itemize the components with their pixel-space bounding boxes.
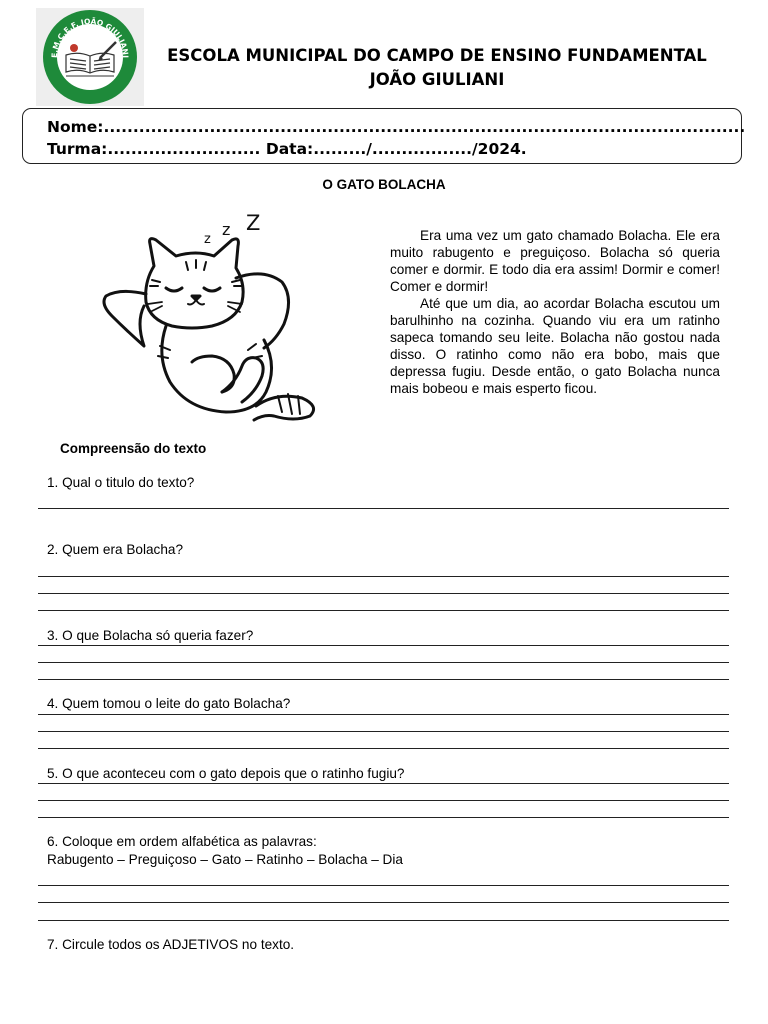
- story-text: [390, 227, 720, 397]
- question-6: 6. Coloque em ordem alfabética as palavras:: [47, 834, 317, 849]
- sleep-letter-3: Z: [246, 211, 261, 235]
- answer-line[interactable]: [38, 731, 729, 732]
- answer-line[interactable]: [38, 576, 729, 577]
- answer-line[interactable]: [38, 662, 729, 663]
- question-4: 4. Quem tomou o leite do gato Bolacha?: [47, 696, 291, 711]
- question-6-words: Rabugento – Preguiçoso – Gato – Ratinho – Bolacha – Dia: [47, 852, 403, 867]
- answer-line[interactable]: [38, 748, 729, 749]
- logo-ring-text: E.M.C.E.F. JOÃO GIULIANI: [49, 16, 131, 59]
- answer-line[interactable]: [38, 920, 729, 921]
- text-title: O GATO BOLACHA: [322, 177, 446, 192]
- answer-line[interactable]: [38, 783, 729, 784]
- answer-line[interactable]: [38, 817, 729, 818]
- question-3: 3. O que Bolacha só queria fazer?: [47, 628, 254, 643]
- answer-line[interactable]: [38, 800, 729, 801]
- emblem-icon: [70, 44, 78, 52]
- sleeping-cat-illustration: [96, 206, 324, 426]
- story-paragraph-2: Até que um dia, ao acordar Bolacha escutou um barulhinho na cozinha. Quando viu era um ratinho sapeca tomando seu leite. Bolacha não gostou nada disso. O ratinho como não era bobo, mais que depressa fugiu. Desde então, o gato Bolacha nunca mais bobeou e mais esperto ficou.: [390, 296, 720, 396]
- class-date-field-line[interactable]: Turma:.......................... Data:........./................./2024.: [47, 140, 527, 158]
- answer-line[interactable]: [38, 593, 729, 594]
- answer-line[interactable]: [38, 610, 729, 611]
- question-2: 2. Quem era Bolacha?: [47, 542, 184, 557]
- answer-line[interactable]: [38, 902, 729, 903]
- answer-line[interactable]: [38, 508, 729, 509]
- school-seal-icon: [36, 8, 144, 106]
- school-name-line2: JOÃO GIULIANI: [369, 70, 505, 89]
- sleep-letter-2: z: [222, 220, 231, 239]
- comprehension-title: Compreensão do texto: [60, 441, 207, 456]
- student-info-box: [22, 108, 746, 164]
- school-logo: [36, 8, 144, 106]
- open-book-icon: [66, 53, 114, 73]
- sleep-letter-1: z: [204, 232, 211, 247]
- name-field-line[interactable]: Nome:.............................................................................................................: [47, 118, 746, 136]
- answer-line[interactable]: [38, 714, 729, 715]
- question-5: 5. O que aconteceu com o gato depois que o ratinho fugiu?: [47, 766, 405, 781]
- answer-line[interactable]: [38, 679, 729, 680]
- answer-line[interactable]: [38, 885, 729, 886]
- question-1: 1. Qual o titulo do texto?: [47, 475, 195, 490]
- story-paragraph-1: Era uma vez um gato chamado Bolacha. Ele era muito rabugento e preguiçoso. Bolacha só queria comer e dormir. E todo dia era assim! Dormir e comer! Comer e dormir!: [390, 228, 720, 294]
- sleeping-cat-icon: [96, 206, 324, 426]
- school-name: [150, 44, 724, 92]
- answer-line[interactable]: [38, 645, 729, 646]
- school-name-line1: ESCOLA MUNICIPAL DO CAMPO DE ENSINO FUNDAMENTAL: [167, 46, 707, 65]
- question-7: 7. Circule todos os ADJETIVOS no texto.: [47, 937, 295, 952]
